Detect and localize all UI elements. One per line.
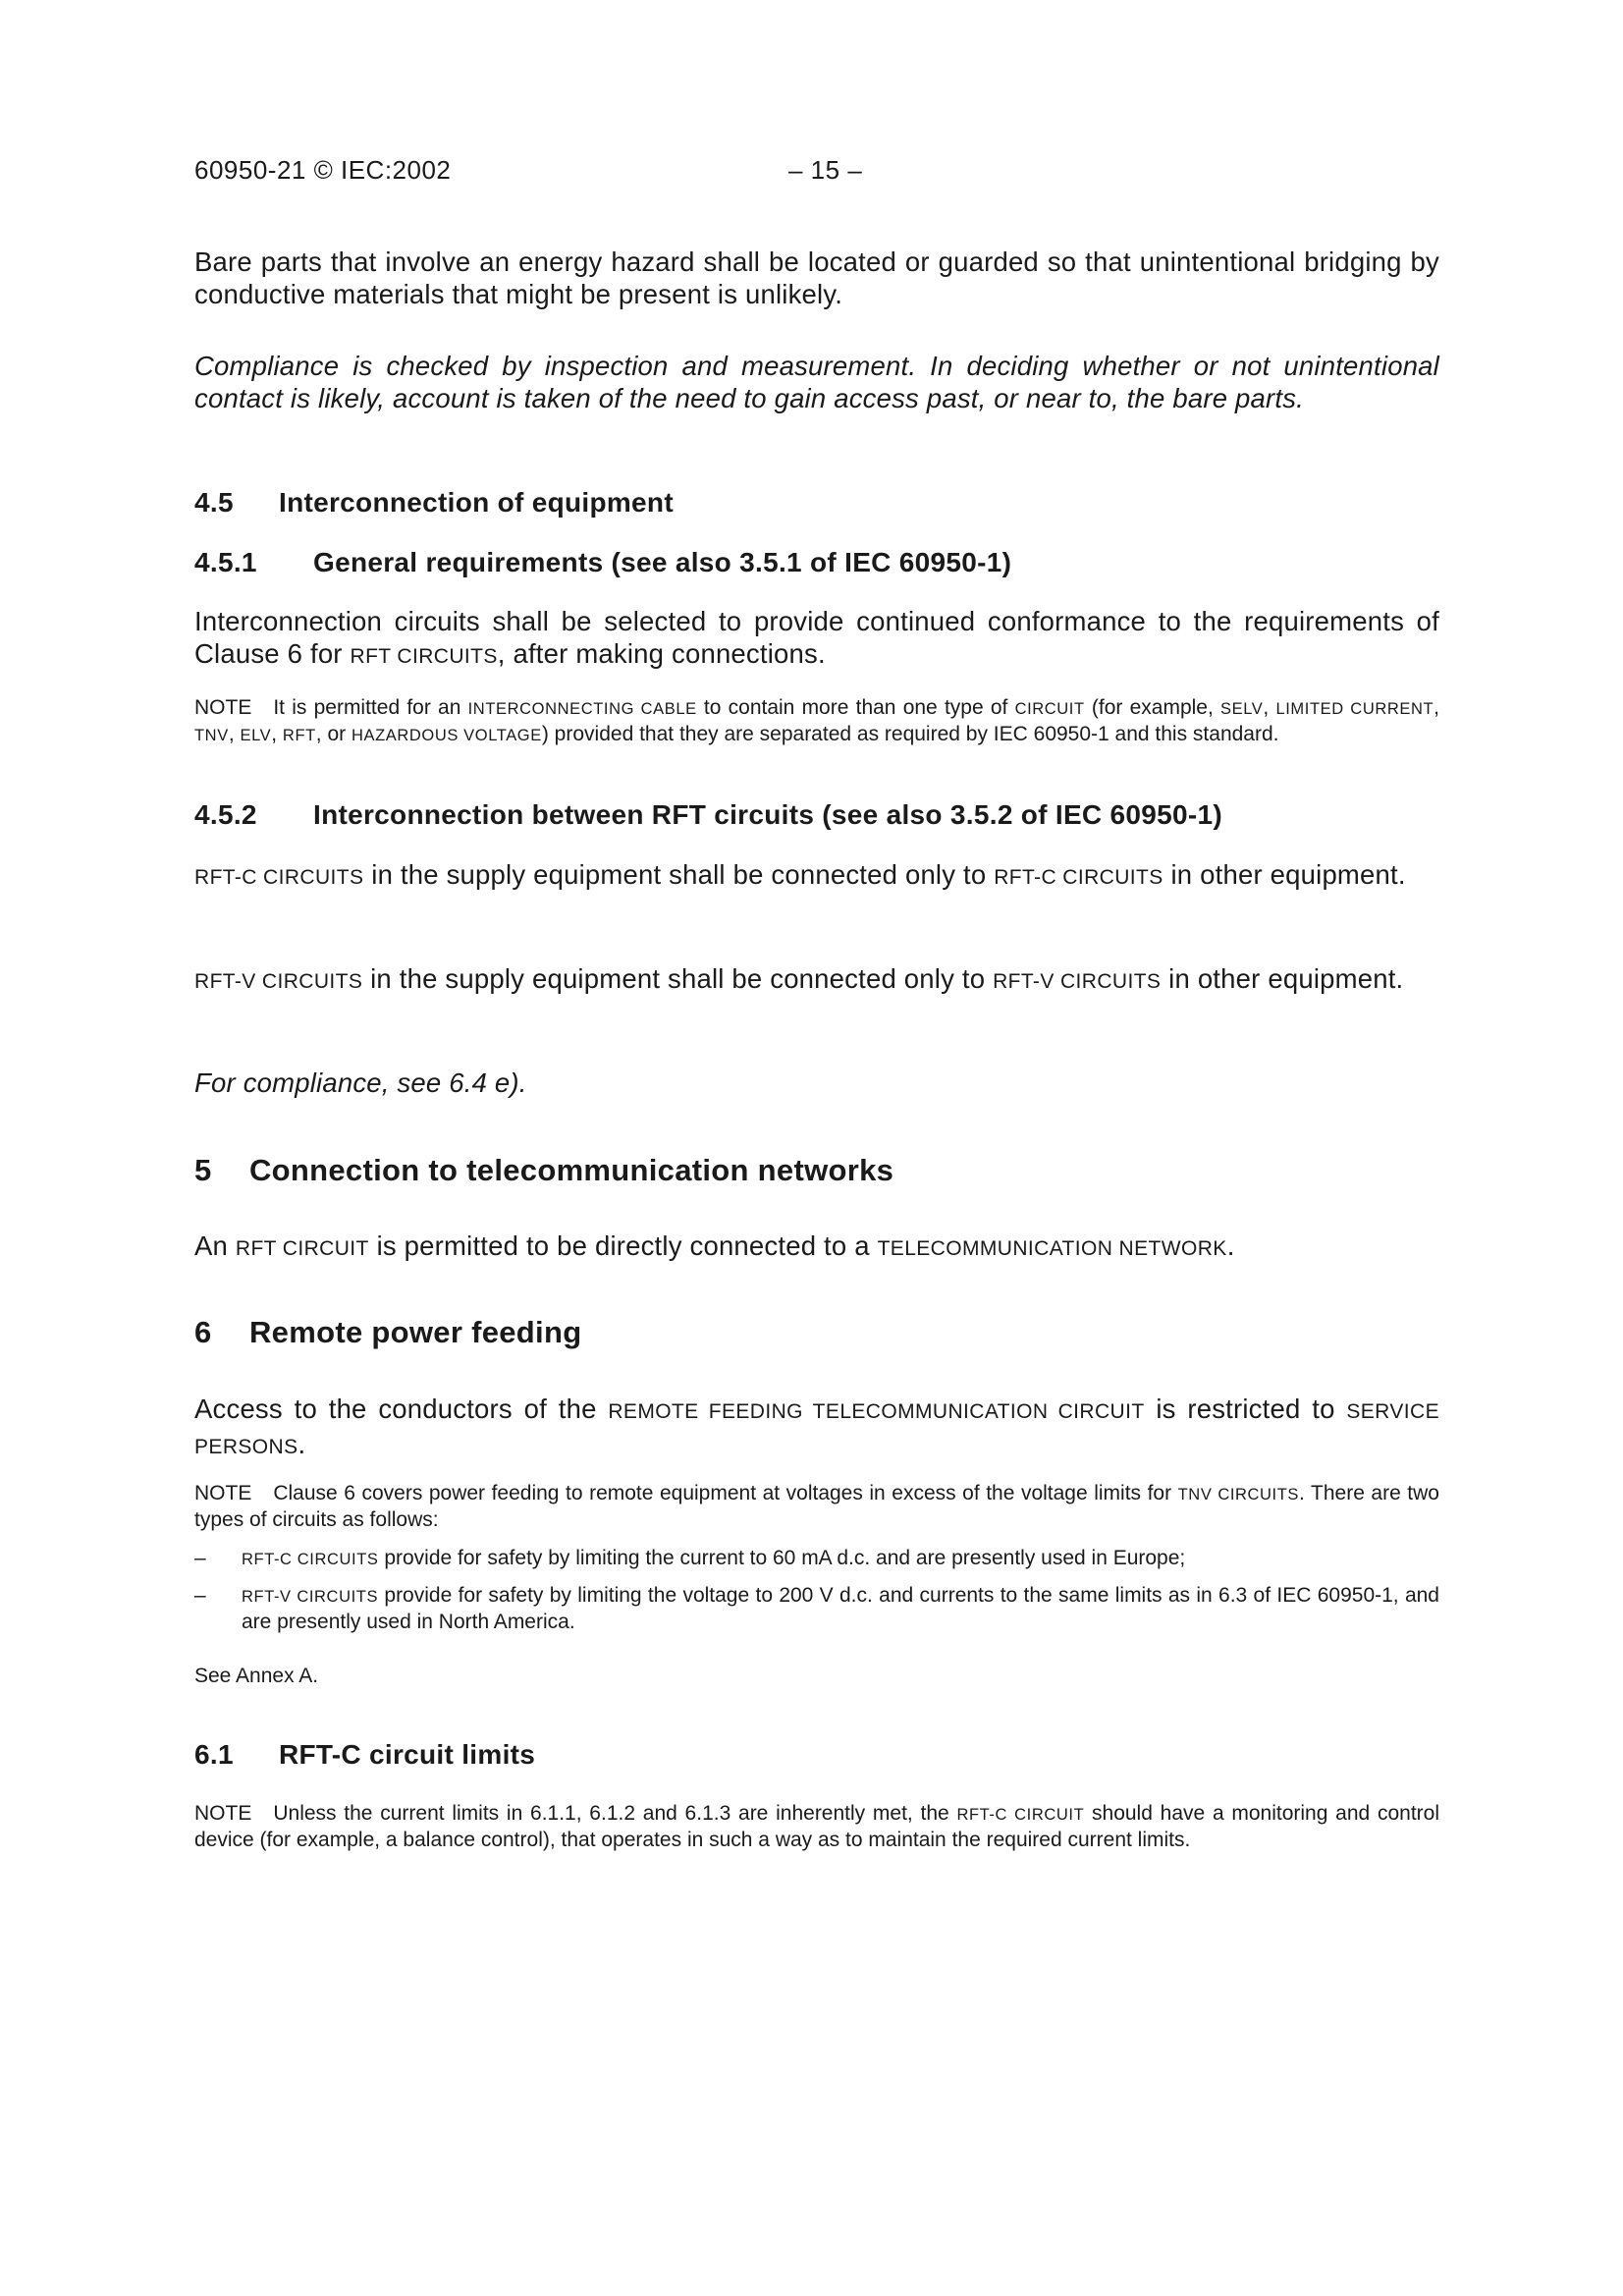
heading-4-5: 4.5 Interconnection of equipment bbox=[194, 487, 674, 518]
paragraph-bare-parts: Bare parts that involve an energy hazard shall be located or guarded so that unintentional bridging by conductive materials that might be present is unlikely. bbox=[194, 246, 1439, 309]
note-interconnecting-cable: NOTE It is permitted for an INTERCONNECTING CABLE to contain more than one type of CIRCUIT (for example, SELV, LIMITED CURRENT, TNV, ELV, RFT, or HAZARDOUS VOLTAGE) provided that they are separated as required by IEC 60950-1 and this standard. bbox=[194, 696, 1440, 745]
paragraph-compliance-6-4: For compliance, see 6.4 e). bbox=[194, 1067, 527, 1098]
document-page: 60950-21 © IEC:2002 – 15 – Bare parts that involve an energy hazard shall be located or guarded so that unintentional bridging by conductive materials that might be present is unlikely. Compliance is checked by inspection and measurement. In deciding whether or not unintentional contact is likely, account is taken of the need to gain access past, or near to, the bare parts. 4.5 Interconnection of equipment 4.5.1 General requirements (see also 3.5.1 of IEC 60950-1) Interconnection circuits shall be selected to provide continued conformance to the requirements of Clause 6 for RFT CIRCUITS, after making connections. NOTE It is permitted for an INTERCONNECTING CABLE to contain more than one type of CIRCUIT (for example, SELV, LIMITED CURRENT, TNV, ELV, RFT, or HAZARDOUS VOLTAGE) provided that they are separated as required by IEC 60950-1 and this standard. 4.5.2 Interconnection between RFT circuits (see also 3.5.2 of IEC 60950-1) RFT-C CIRCUITS in the supply equipment shall be connected only to RFT-C CIRCUITS in other equipment. RFT-V CIRCUITS in the supply equipment shall be connected only to RFT-V CIRCUITS in other equipment. For compliance, see 6.4 e). 5 Connection to telecommunication networks An RFT CIRCUIT is permitted to be directly connected to a TELECOMMUNICATION NETWORK. 6 Remote power feeding Access to the conductors of the REMOTE FEEDING TELECOMMUNICATION CIRCUIT is restricted to SERVICE PERSONS. NOTE Clause 6 covers power feeding to remote equipment at voltages in excess of the voltage limits for TNV CIRCUITS. There are two types of circuits as follows: – RFT-C CIRCUITS provide for safety by limiting the current to 60 mA d.c. and are presently used in Europe; – RFT-V CIRCUITS provide for safety by limiting the voltage to 200 V d.c. and currents to the same limits as in 6.3 of IEC 60950-1, and are presently used in North America. See Annex A. 6.1 RFT-C circuit limits NOTE Unless the current limits in 6.1.1, 6.1.2 and 6.1.3 are inherently met, the RFT-C CIRCUIT should have a monitoring and control device (for example, a balance control), that operates in such a way as to maintain the required current limits. bbox=[194, 155, 1440, 1851]
note-remote-power-feeding: NOTE Clause 6 covers power feeding to remote equipment at voltages in excess of the voltage limits for TNV CIRCUITS. There are two types of circuits as follows: bbox=[194, 1482, 1439, 1531]
paragraph-compliance-inspection: Compliance is checked by inspection and measurement. In deciding whether or not unintentional contact is likely, account is taken of the need to gain access past, or near to, the bare parts. bbox=[194, 351, 1439, 413]
header-page-number: – 15 – bbox=[788, 155, 863, 185]
paragraph-rft-v-connection: RFT-V CIRCUITS in the supply equipment shall be connected only to RFT-V CIRCUITS in other equipment. bbox=[194, 963, 1404, 994]
heading-4-5-1: 4.5.1 General requirements (see also 3.5.1 of IEC 60950-1) bbox=[194, 547, 1012, 577]
note-rft-c-current-limits: NOTE Unless the current limits in 6.1.1, 6.1.2 and 6.1.3 are inherently met, the RFT-C CIRCUIT should have a monitoring and control device (for example, a balance control), that operates in such a way as to maintain the required current limits. bbox=[194, 1802, 1439, 1851]
paragraph-telecommunication-network: An RFT CIRCUIT is permitted to be directly connected to a TELECOMMUNICATION NETWORK. bbox=[194, 1230, 1235, 1261]
heading-5: 5 Connection to telecommunication networks bbox=[194, 1153, 894, 1187]
header-doc-id: 60950-21 © IEC:2002 bbox=[194, 155, 452, 185]
heading-6: 6 Remote power feeding bbox=[194, 1315, 582, 1349]
paragraph-general-requirements: Interconnection circuits shall be selected to provide continued conformance to the requirements of Clause 6 for RFT CIRCUITS, after making connections. bbox=[194, 606, 1439, 669]
heading-4-5-2: 4.5.2 Interconnection between RFT circuits (see also 3.5.2 of IEC 60950-1) bbox=[194, 799, 1223, 830]
paragraph-remote-feeding-access: Access to the conductors of the REMOTE FEEDING TELECOMMUNICATION CIRCUIT is restricted to SERVICE PERSONS. bbox=[194, 1394, 1439, 1459]
heading-6-1: 6.1 RFT-C circuit limits bbox=[194, 1739, 536, 1770]
see-annex-a: See Annex A. bbox=[194, 1665, 319, 1687]
paragraph-rft-c-connection: RFT-C CIRCUITS in the supply equipment shall be connected only to RFT-C CIRCUITS in other equipment. bbox=[194, 859, 1406, 890]
